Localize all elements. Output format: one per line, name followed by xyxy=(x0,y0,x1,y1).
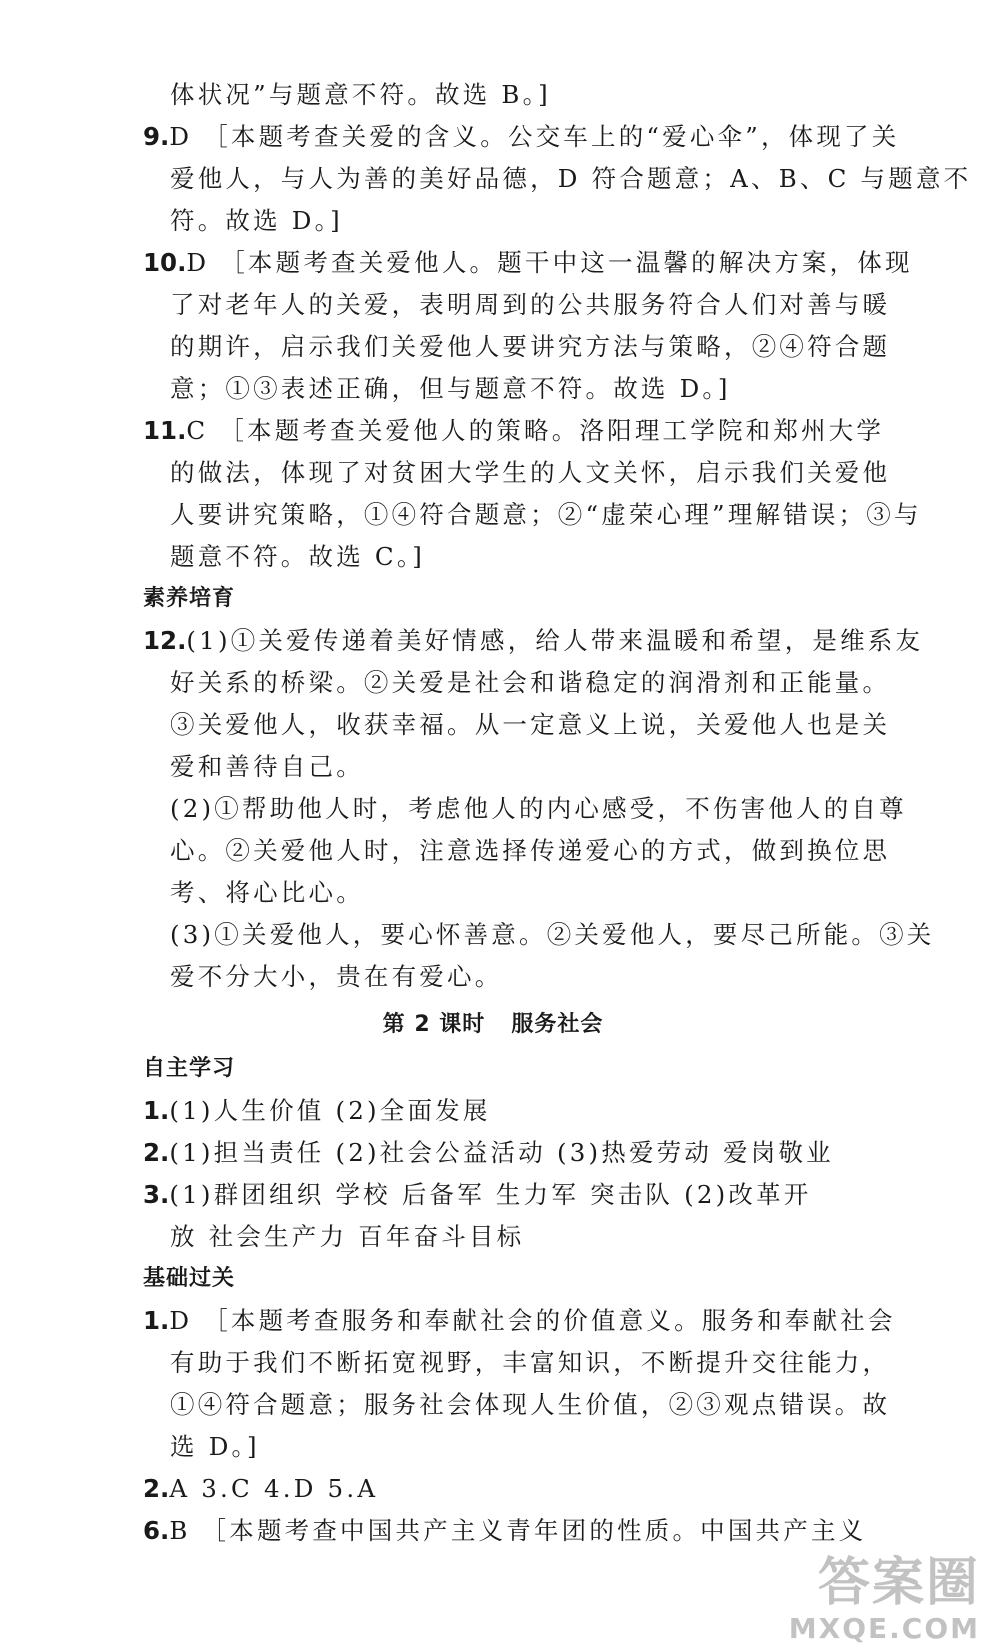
text-line xyxy=(143,200,843,242)
line-text: 爱不分大小，贵在有爱心。 xyxy=(170,962,503,991)
line-text: 体状况”与题意不符。故选 B。] xyxy=(170,80,551,109)
text-line xyxy=(143,1300,896,1342)
answers-block-top xyxy=(143,74,972,578)
text-line xyxy=(143,158,972,200)
line-text: A 3.C 4.D 5.A xyxy=(169,1474,379,1503)
lesson-name: 服务社会 xyxy=(511,1012,604,1037)
line-text: 的做法，体现了对贫困大学生的人文关怀，启示我们关爱他 xyxy=(170,458,891,487)
text-line xyxy=(143,1468,843,1510)
line-text: 选 D。] xyxy=(170,1432,260,1461)
text-line xyxy=(143,1384,891,1426)
text-line xyxy=(143,74,843,116)
question-number: 2. xyxy=(143,1474,170,1503)
text-line xyxy=(143,242,913,284)
text-line xyxy=(143,284,891,326)
text-line xyxy=(143,410,885,452)
line-text: 符。故选 D。] xyxy=(170,206,343,235)
line-text: 心。②关爱他人时，注意选择传递爱心的方式，做到换位思 xyxy=(170,836,891,865)
line-text: D ［本题考查关爱他人。题干中这一温馨的解决方案，体现 xyxy=(186,248,913,277)
line-text: D ［本题考查服务和奉献社会的价值意义。服务和奉献社会 xyxy=(169,1306,896,1335)
text-line xyxy=(143,704,891,746)
text-line xyxy=(143,788,907,830)
answer-content xyxy=(143,74,972,1552)
text-line xyxy=(143,1426,843,1468)
text-line xyxy=(143,326,891,368)
text-line xyxy=(143,872,843,914)
question-number: 3. xyxy=(143,1180,170,1209)
text-line xyxy=(143,1132,843,1174)
question-number: 12. xyxy=(143,626,187,655)
line-text: (3)①关爱他人，要心怀善意。②关爱他人，要尽己所能。③关 xyxy=(170,920,935,949)
lesson-number: 第 2 课时 xyxy=(382,1012,486,1037)
line-text: ③关爱他人，收获幸福。从一定意义上说，关爱他人也是关 xyxy=(170,710,891,739)
text-line xyxy=(143,662,891,704)
line-text: 好关系的桥梁。②关爱是社会和谐稳定的润滑剂和正能量。 xyxy=(170,668,891,697)
text-line xyxy=(143,536,843,578)
line-text: C ［本题考查关爱他人的策略。洛阳理工学院和郑州大学 xyxy=(186,416,885,445)
section-heading-zizhu: 自主学习 xyxy=(143,1056,236,1081)
line-text: (1)群团组织 学校 后备军 生力军 突击队 (2)改革开 xyxy=(169,1180,812,1209)
text-line xyxy=(143,368,843,410)
watermark xyxy=(789,1553,980,1645)
line-text: 意；①③表述正确，但与题意不符。故选 D。] xyxy=(170,374,731,403)
line-text: 考、将心比心。 xyxy=(170,878,364,907)
text-line xyxy=(143,494,922,536)
watermark-site: MXQE.COM xyxy=(788,1612,980,1645)
question-number: 1. xyxy=(143,1096,170,1125)
answers-block-zizhu xyxy=(143,1090,843,1258)
text-line xyxy=(143,830,891,872)
question-number: 6. xyxy=(143,1516,170,1545)
line-text: D ［本题考查关爱的含义。公交车上的“爱心伞”，体现了关 xyxy=(169,122,900,151)
watermark-logo: 答案圈 xyxy=(817,1553,980,1613)
question-number: 1. xyxy=(143,1306,170,1335)
text-line xyxy=(143,620,924,662)
question-number: 2. xyxy=(143,1138,170,1167)
text-line xyxy=(143,914,935,956)
line-text: B ［本题考查中国共产主义青年团的性质。中国共产主义 xyxy=(169,1516,867,1545)
question-number: 11. xyxy=(143,416,187,445)
text-line xyxy=(143,1216,843,1258)
section-heading-suyang: 素养培育 xyxy=(143,586,236,611)
lesson-title xyxy=(143,1002,843,1048)
line-text: 放 社会生产力 百年奋斗目标 xyxy=(170,1222,525,1251)
line-text: (2)①帮助他人时，考虑他人的内心感受，不伤害他人的自尊 xyxy=(170,794,907,823)
text-line xyxy=(143,116,900,158)
answers-block-suyang xyxy=(143,620,935,998)
question-number: 9. xyxy=(143,122,170,151)
question-number: 10. xyxy=(143,248,187,277)
line-text: (1)担当责任 (2)社会公益活动 (3)热爱劳动 爱岗敬业 xyxy=(169,1138,834,1167)
text-line xyxy=(143,746,843,788)
line-text: 了对老年人的关爱，表明周到的公共服务符合人们对善与暖 xyxy=(170,290,891,319)
line-text: (1)人生价值 (2)全面发展 xyxy=(169,1096,491,1125)
text-line xyxy=(143,1342,891,1384)
text-line xyxy=(143,1174,843,1216)
text-line xyxy=(143,452,891,494)
section-heading-jichu: 基础过关 xyxy=(143,1266,236,1291)
line-text: 爱他人，与人为善的美好品德，D 符合题意；A、B、C 与题意不 xyxy=(170,164,972,193)
line-text: 爱和善待自己。 xyxy=(170,752,364,781)
line-text: 人要讲究策略，①④符合题意；②“虚荣心理”理解错误；③与 xyxy=(170,500,922,529)
line-text: 有助于我们不断拓宽视野，丰富知识，不断提升交往能力， xyxy=(170,1348,891,1377)
line-text: ①④符合题意；服务社会体现人生价值，②③观点错误。故 xyxy=(170,1390,891,1419)
line-text: (1)①关爱传递着美好情感，给人带来温暖和希望，是维系友 xyxy=(186,626,924,655)
text-line xyxy=(143,1090,843,1132)
answers-block-jichu xyxy=(143,1300,896,1552)
line-text: 的期许，启示我们关爱他人要讲究方法与策略，②④符合题 xyxy=(170,332,891,361)
text-line xyxy=(143,956,843,998)
text-line xyxy=(143,1510,867,1552)
line-text: 题意不符。故选 C。] xyxy=(170,542,426,571)
